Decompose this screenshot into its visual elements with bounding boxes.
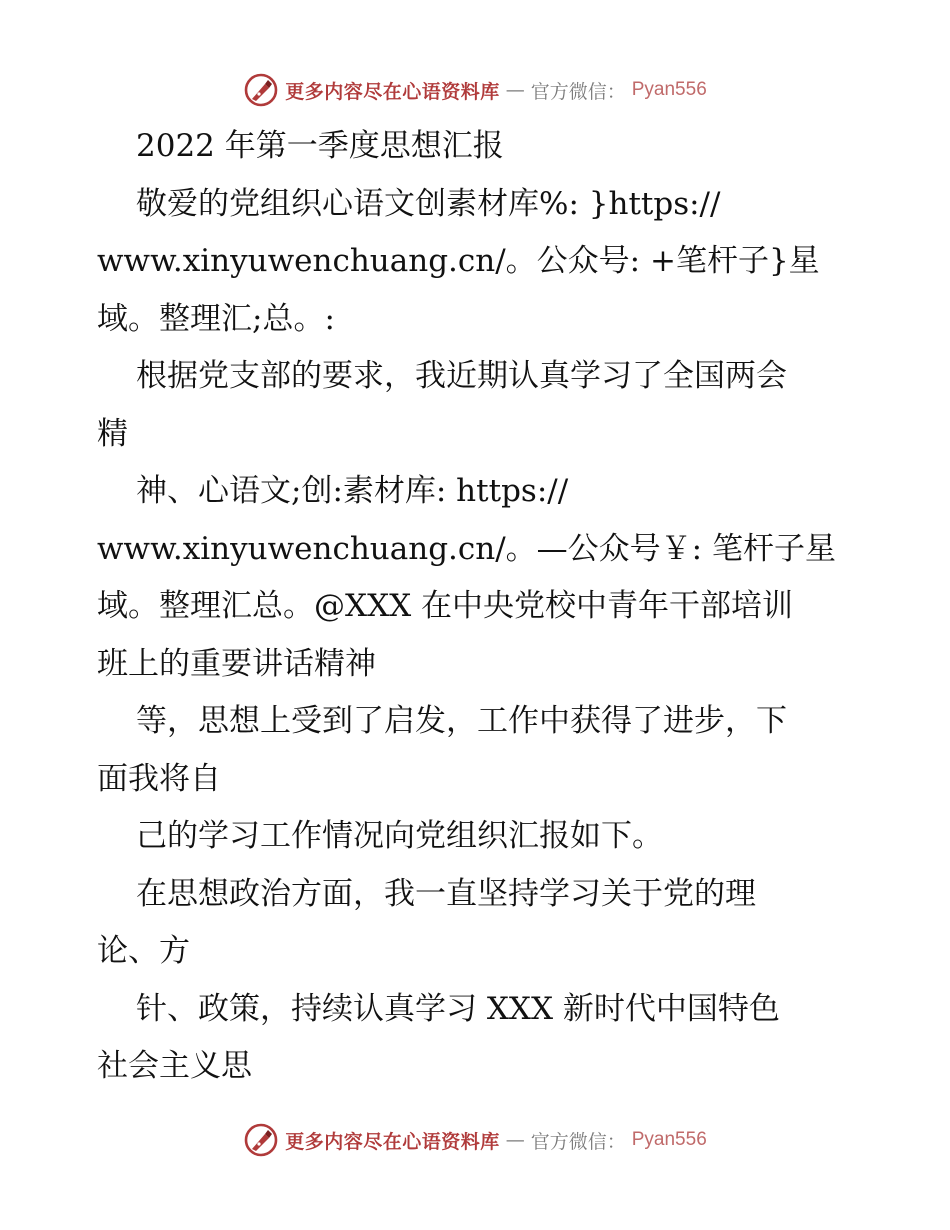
document-line: 等，思想上受到了启发，工作中获得了进步，下 <box>136 703 787 739</box>
document-line: 论、方 <box>97 933 190 969</box>
document-line: 面我将自 <box>97 760 221 797</box>
document-line: 在思想政治方面，我一直坚持学习关于党的理 <box>136 875 756 912</box>
document-line: 针、政策，持续认真学习 XXX 新时代中国特色 <box>136 990 780 1027</box>
pen-nib-logo-icon <box>243 72 279 108</box>
document-line: 2022 年第一季度思想汇报 <box>136 128 504 164</box>
document-body <box>97 118 867 1096</box>
header-wechat-label: 官方微信： <box>530 80 626 103</box>
footer-dash: — <box>505 1129 525 1151</box>
header-promo-text: 更多内容尽在心语资料库 <box>285 80 500 103</box>
footer-wechat-handle: Pyan556 <box>631 1129 707 1150</box>
document-line: 精 <box>97 415 128 452</box>
document-line: 敬爱的党组织心语文创素材库%: }https:// <box>136 185 721 222</box>
document-line: www.xinyuwenchuang.cn/。—公众号￥: 笔杆子星 <box>97 530 836 567</box>
footer-promo-text: 更多内容尽在心语资料库 <box>285 1130 500 1153</box>
header-wechat-handle: Pyan556 <box>631 79 707 100</box>
document-line: 社会主义思 <box>97 1048 252 1084</box>
document-line: 域。整理汇总。@XXX 在中央党校中青年干部培训 <box>97 588 794 624</box>
document-line: www.xinyuwenchuang.cn/。公众号: +笔杆子}星 <box>97 243 820 279</box>
document-line: 域。整理汇;总。: <box>97 300 335 337</box>
footer-banner <box>0 1122 950 1158</box>
footer-wechat-label: 官方微信： <box>530 1130 626 1153</box>
pen-nib-logo-icon <box>243 1122 279 1158</box>
document-line: 根据党支部的要求，我近期认真学习了全国两会 <box>136 358 787 394</box>
header-dash: — <box>505 79 525 101</box>
header-banner <box>0 72 950 108</box>
document-line: 神、心语文;创:素材库: https:// <box>136 473 569 509</box>
document-line: 己的学习工作情况向党组织汇报如下。 <box>136 818 663 854</box>
document-line: 班上的重要讲话精神 <box>97 645 376 682</box>
